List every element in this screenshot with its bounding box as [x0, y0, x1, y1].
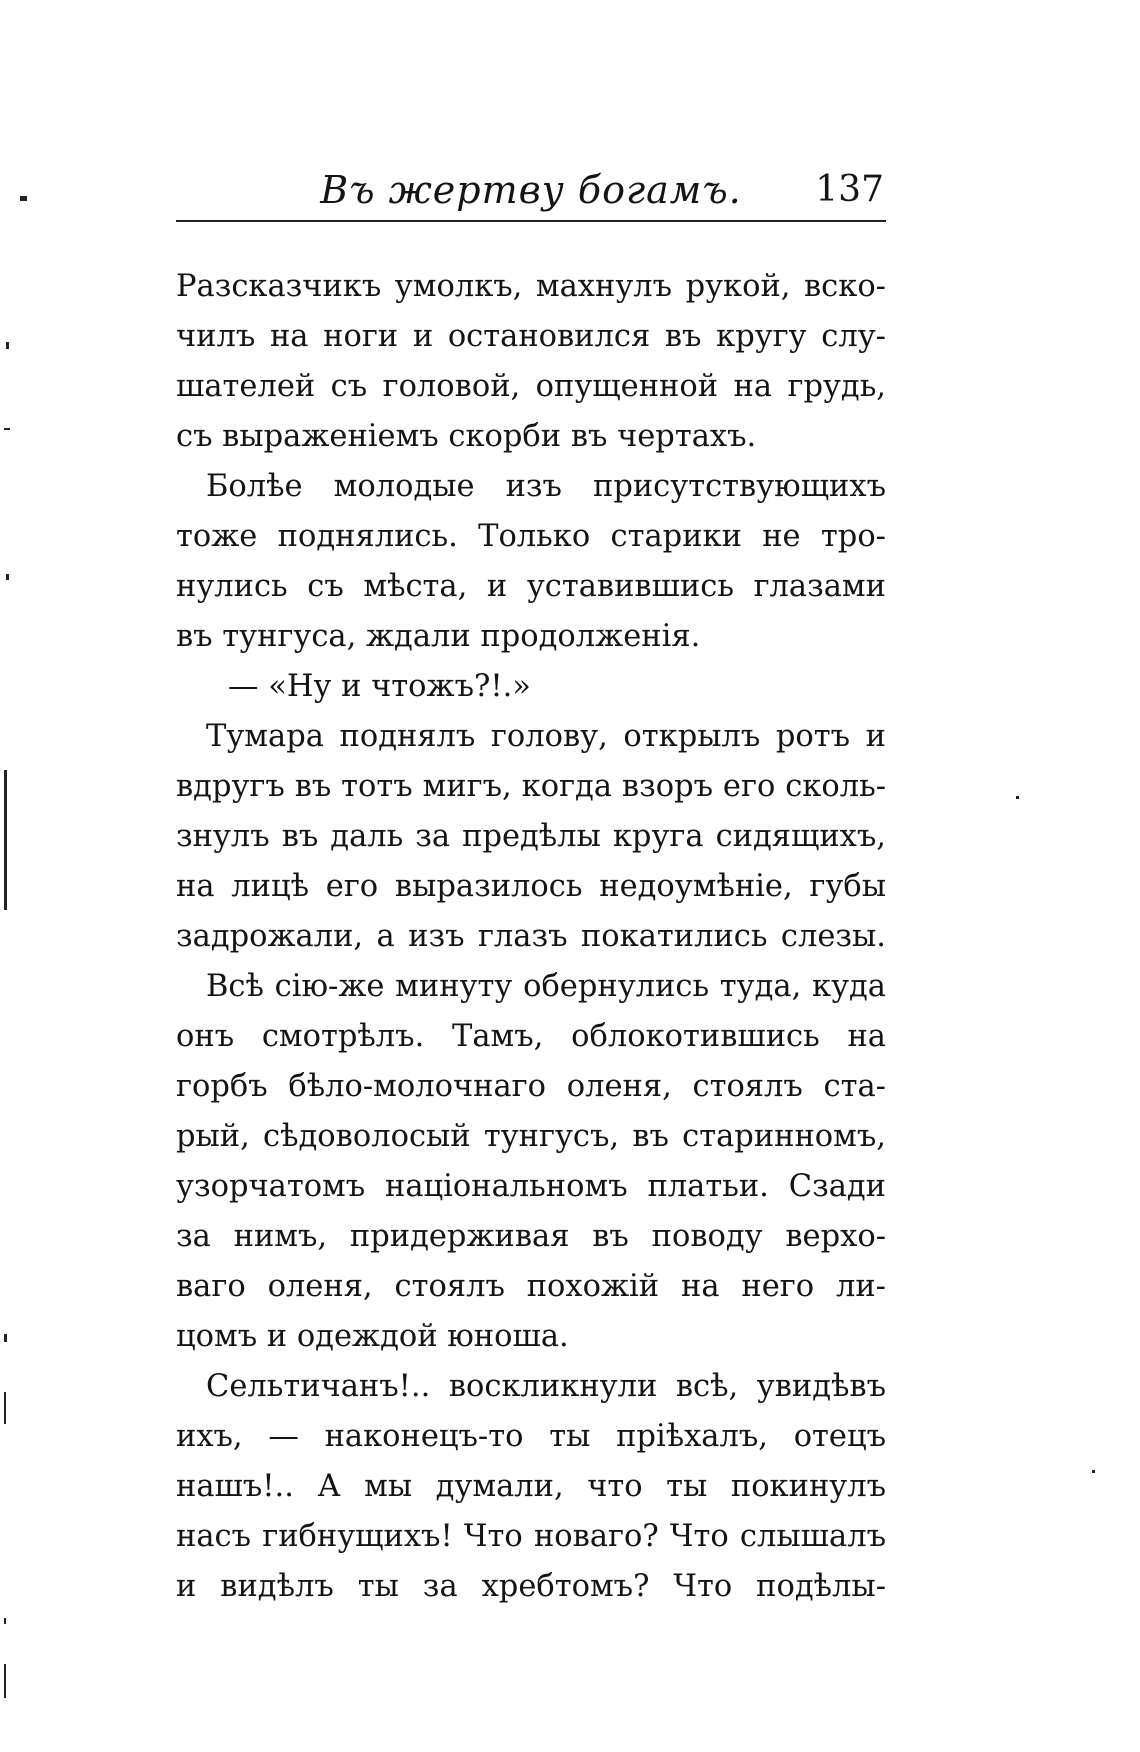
scan-mark — [20, 196, 27, 201]
scan-mark — [1016, 796, 1019, 799]
text-line: узорчатомъ національномъ платьи. Сзади — [176, 1169, 886, 1204]
text-line: Тумара поднялъ голову, открылъ ротъ и — [206, 719, 886, 754]
scan-mark — [4, 770, 7, 910]
text-line: задрожали, а изъ глазъ покатились слезы. — [176, 919, 886, 954]
scan-mark — [1092, 1470, 1095, 1473]
text-line: Болѣе молодые изъ присутствующихъ — [206, 469, 886, 504]
header-rule — [176, 220, 886, 222]
scan-mark — [4, 1334, 7, 1342]
text-line: ваго оленя, стоялъ похожій на него ли- — [176, 1269, 886, 1304]
text-line: ихъ, — наконецъ-то ты пріѣхалъ, отецъ — [176, 1419, 886, 1454]
running-head-title: Въ жертву богамъ. — [320, 168, 742, 212]
running-head — [176, 164, 886, 224]
text-line: нашъ!.. А мы думали, что ты покинулъ — [176, 1469, 886, 1504]
text-line: цомъ и одеждой юноша. — [176, 1319, 569, 1354]
text-line: въ тунгуса, ждали продолженія. — [176, 619, 701, 654]
text-line: за нимъ, придерживая въ поводу верхо- — [176, 1219, 886, 1254]
text-line: вдругъ въ тотъ мигъ, когда взоръ его сколь- — [176, 769, 886, 804]
scan-mark — [4, 1664, 6, 1698]
scan-mark — [4, 1618, 6, 1624]
text-line: насъ гибнущихъ! Что новаго? Что слышалъ — [176, 1519, 886, 1554]
text-line: чилъ на ноги и остановился въ кругу слу- — [176, 319, 886, 354]
text-line: онъ смотрѣлъ. Тамъ, облокотившись на — [176, 1019, 886, 1054]
text-line: и видѣлъ ты за хребтомъ? Что подѣлы- — [176, 1569, 886, 1604]
body-text — [176, 262, 886, 1612]
scan-mark — [6, 342, 9, 349]
text-line: — «Ну и чтожъ?!.» — [228, 669, 531, 704]
text-line: знулъ въ даль за предѣлы круга сидящихъ, — [176, 819, 886, 854]
scan-mark — [4, 428, 10, 430]
text-line: шателей съ головой, опущенной на грудь, — [176, 369, 886, 404]
text-line: Сельтичанъ!.. воскликнули всѣ, увидѣвъ — [206, 1369, 886, 1404]
text-line: Всѣ сію-же минуту обернулись туда, куда — [206, 969, 886, 1004]
text-line: на лицѣ его выразилось недоумѣніе, губы — [176, 869, 886, 904]
text-line: нулись съ мѣста, и уставившись глазами — [176, 569, 886, 604]
text-line: Разсказчикъ умолкъ, махнулъ рукой, вско- — [176, 269, 886, 304]
text-line: съ выраженіемъ скорби въ чертахъ. — [176, 419, 757, 454]
text-line: рый, сѣдоволосый тунгусъ, въ старинномъ, — [176, 1119, 886, 1154]
scan-mark — [6, 574, 9, 580]
scan-mark — [4, 1392, 6, 1424]
page-number: 137 — [815, 169, 884, 210]
text-line: тоже поднялись. Только старики не тро- — [176, 519, 886, 554]
text-line: горбъ бѣло-молочнаго оленя, стоялъ ста- — [176, 1069, 886, 1104]
